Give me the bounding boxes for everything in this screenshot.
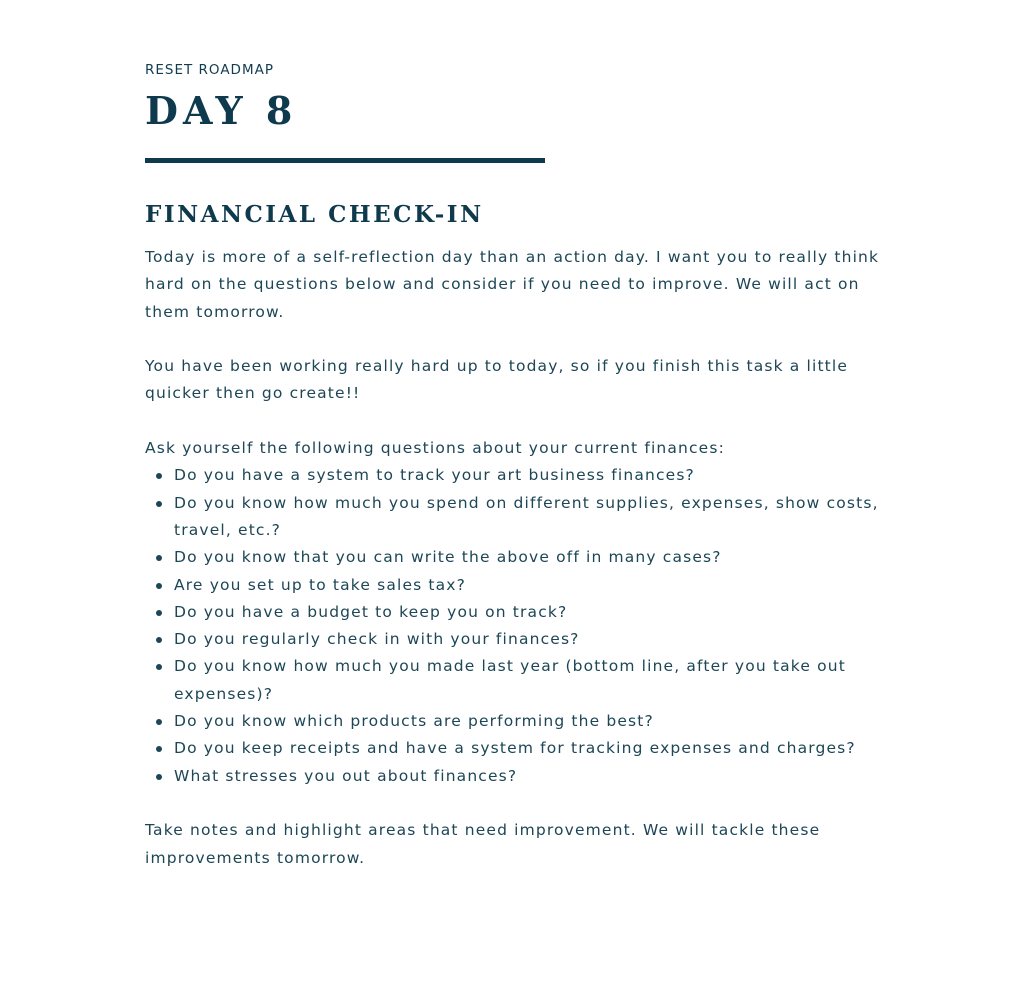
list-item: Do you know that you can write the above off in many cases?	[145, 544, 885, 571]
list-item: Do you keep receipts and have a system for tracking expenses and charges?	[145, 735, 885, 762]
section-title: FINANCIAL CHECK-IN	[145, 201, 484, 228]
list-item: Do you know how much you made last year (bottom line, after you take out expenses)?	[145, 653, 885, 708]
questions-lead: Ask yourself the following questions about your current finances:	[145, 439, 725, 458]
section-body	[145, 244, 885, 872]
questions-list	[145, 462, 885, 790]
intro-paragraph: Today is more of a self-reflection day than an action day. I want you to really think hard on the questions below and consider if you need to improve. We will act on them tomorrow.	[145, 248, 880, 321]
series-label: RESET ROADMAP	[145, 62, 274, 78]
list-item: Do you know which products are performing the best?	[145, 708, 885, 735]
list-item: Do you know how much you spend on different supplies, expenses, show costs, travel, etc.?	[145, 490, 885, 545]
encouragement-paragraph: You have been working really hard up to today, so if you finish this task a little quicker then go create!!	[145, 357, 849, 403]
title-divider	[145, 158, 545, 163]
list-item: Are you set up to take sales tax?	[145, 572, 885, 599]
paragraph-spacer	[145, 326, 885, 353]
paragraph-spacer	[145, 790, 885, 817]
paragraph-spacer	[145, 408, 885, 435]
closing-paragraph: Take notes and highlight areas that need improvement. We will tackle these improvements tomorrow.	[145, 821, 821, 867]
list-item: Do you have a system to track your art business finances?	[145, 462, 885, 489]
list-item: Do you regularly check in with your finances?	[145, 626, 885, 653]
list-item: Do you have a budget to keep you on track?	[145, 599, 885, 626]
page-title: DAY 8	[145, 88, 298, 133]
list-item: What stresses you out about finances?	[145, 763, 885, 790]
